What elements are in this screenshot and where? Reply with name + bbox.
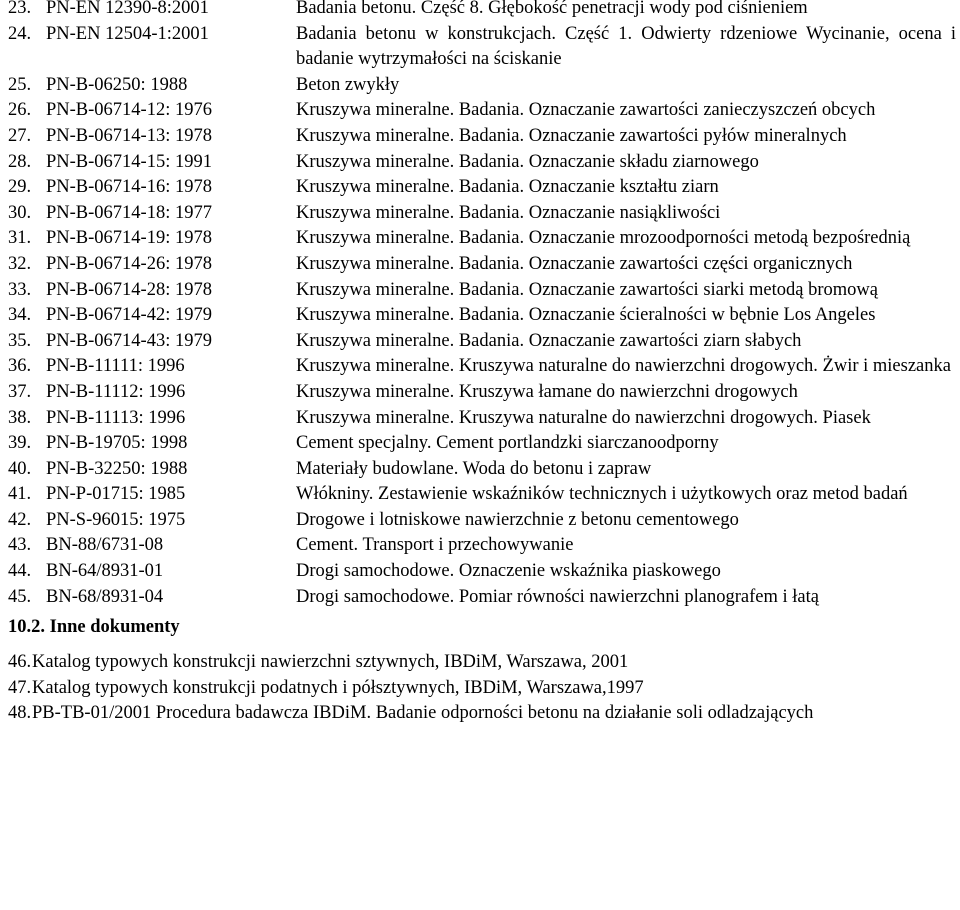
standard-row bbox=[8, 252, 956, 278]
document-text: PB-TB-01/2001 Procedura badawcza IBDiM. Badanie odporności betonu na działanie soli odladzających bbox=[32, 703, 814, 724]
standard-number: 32. bbox=[8, 253, 32, 274]
standard-number: 29. bbox=[8, 177, 32, 198]
standard-row bbox=[8, 431, 956, 457]
standard-row bbox=[8, 585, 956, 611]
standard-code: PN-EN 12390-8:2001 bbox=[46, 0, 209, 18]
standard-row bbox=[8, 22, 956, 73]
standard-title: Beton zwykły bbox=[296, 74, 400, 95]
standard-row bbox=[8, 303, 956, 329]
standard-number: 33. bbox=[8, 279, 32, 300]
standard-row bbox=[8, 354, 956, 380]
standard-row bbox=[8, 201, 956, 227]
standard-row bbox=[8, 533, 956, 559]
standard-code: BN-88/6731-08 bbox=[46, 535, 164, 556]
standard-code: PN-B-06250: 1988 bbox=[46, 74, 188, 95]
standard-title: Kruszywa mineralne. Kruszywa łamane do nawierzchni drogowych bbox=[296, 381, 798, 402]
document-number: 46. bbox=[8, 652, 32, 673]
standard-title: Kruszywa mineralne. Badania. Oznaczanie zawartości pyłów mineralnych bbox=[296, 125, 847, 146]
standards-list bbox=[8, 0, 956, 610]
standard-title: Kruszywa mineralne. Kruszywa naturalne do nawierzchni drogowych. Piasek bbox=[296, 407, 871, 428]
document-row bbox=[8, 650, 956, 676]
standard-number: 39. bbox=[8, 433, 32, 454]
document-row bbox=[8, 701, 956, 727]
standard-code: PN-B-06714-13: 1978 bbox=[46, 125, 212, 146]
standard-code: PN-EN 12504-1:2001 bbox=[46, 23, 209, 44]
standard-row bbox=[8, 150, 956, 176]
standard-number: 37. bbox=[8, 381, 32, 402]
standard-row bbox=[8, 508, 956, 534]
standard-code: PN-S-96015: 1975 bbox=[46, 509, 186, 530]
standard-code: PN-B-11113: 1996 bbox=[46, 407, 186, 428]
standard-title: Badania betonu w konstrukcjach. Część 1. Odwierty rdzeniowe Wycinanie, ocena i badanie wytrzymałości na ściskanie bbox=[296, 23, 956, 70]
standard-title: Kruszywa mineralne. Badania. Oznaczanie zawartości zanieczyszczeń obcych bbox=[296, 100, 876, 121]
standard-title: Drogowe i lotniskowe nawierzchnie z betonu cementowego bbox=[296, 509, 739, 530]
standard-number: 27. bbox=[8, 125, 32, 146]
standard-title: Cement. Transport i przechowywanie bbox=[296, 535, 574, 556]
standard-code: PN-B-32250: 1988 bbox=[46, 458, 188, 479]
other-documents-list bbox=[8, 650, 956, 727]
standard-code: BN-64/8931-01 bbox=[46, 561, 164, 582]
standard-title: Kruszywa mineralne. Badania. Oznaczanie zawartości części organicznych bbox=[296, 253, 853, 274]
standard-number: 24. bbox=[8, 23, 32, 44]
standard-number: 44. bbox=[8, 561, 32, 582]
standard-row bbox=[8, 380, 956, 406]
standard-number: 34. bbox=[8, 305, 32, 326]
standard-row bbox=[8, 73, 956, 99]
standard-row bbox=[8, 559, 956, 585]
standard-row bbox=[8, 457, 956, 483]
standard-number: 36. bbox=[8, 356, 32, 377]
standard-code: PN-B-06714-43: 1979 bbox=[46, 330, 212, 351]
standard-number: 30. bbox=[8, 202, 32, 223]
standard-row bbox=[8, 175, 956, 201]
standard-row bbox=[8, 278, 956, 304]
standard-row bbox=[8, 226, 956, 252]
standard-code: PN-B-06714-42: 1979 bbox=[46, 305, 212, 326]
standard-title: Włókniny. Zestawienie wskaźników technicznych i użytkowych oraz metod badań bbox=[296, 484, 908, 505]
standard-number: 31. bbox=[8, 228, 32, 249]
standard-row bbox=[8, 329, 956, 355]
standard-title: Kruszywa mineralne. Badania. Oznaczanie zawartości ziarn słabych bbox=[296, 330, 802, 351]
standard-title: Kruszywa mineralne. Badania. Oznaczanie nasiąkliwości bbox=[296, 202, 721, 223]
standard-code: PN-B-11111: 1996 bbox=[46, 356, 185, 377]
standard-number: 43. bbox=[8, 535, 32, 556]
standard-title: Kruszywa mineralne. Badania. Oznaczanie składu ziarnowego bbox=[296, 151, 759, 172]
document-page bbox=[8, 0, 956, 727]
standard-number: 28. bbox=[8, 151, 32, 172]
standard-row bbox=[8, 482, 956, 508]
section-heading: 10.2. Inne dokumenty bbox=[8, 617, 180, 638]
standard-title: Cement specjalny. Cement portlandzki siarczanoodporny bbox=[296, 433, 719, 454]
standard-number: 26. bbox=[8, 100, 32, 121]
standard-code: PN-B-06714-16: 1978 bbox=[46, 177, 212, 198]
standard-title: Drogi samochodowe. Pomiar równości nawierzchni planografem i łatą bbox=[296, 586, 819, 607]
standard-number: 23. bbox=[8, 0, 32, 18]
standard-row bbox=[8, 124, 956, 150]
standard-row bbox=[8, 98, 956, 124]
standard-code: PN-B-06714-28: 1978 bbox=[46, 279, 212, 300]
standard-code: BN-68/8931-04 bbox=[46, 586, 164, 607]
standard-number: 25. bbox=[8, 74, 32, 95]
document-number: 47. bbox=[8, 677, 32, 698]
standard-code: PN-B-06714-26: 1978 bbox=[46, 253, 212, 274]
standard-code: PN-B-06714-15: 1991 bbox=[46, 151, 212, 172]
standard-code: PN-B-06714-12: 1976 bbox=[46, 100, 212, 121]
standard-code: PN-B-19705: 1998 bbox=[46, 433, 188, 454]
standard-title: Materiały budowlane. Woda do betonu i zapraw bbox=[296, 458, 652, 479]
standard-row bbox=[8, 0, 956, 22]
document-row bbox=[8, 676, 956, 702]
standard-code: PN-B-06714-18: 1977 bbox=[46, 202, 212, 223]
standard-row bbox=[8, 406, 956, 432]
document-text: Katalog typowych konstrukcji podatnych i półsztywnych, IBDiM, Warszawa,1997 bbox=[32, 677, 644, 698]
standard-title: Kruszywa mineralne. Kruszywa naturalne do nawierzchni drogowych. Żwir i mieszanka bbox=[296, 356, 951, 377]
standard-code: PN-B-06714-19: 1978 bbox=[46, 228, 212, 249]
document-text: Katalog typowych konstrukcji nawierzchni sztywnych, IBDiM, Warszawa, 2001 bbox=[32, 652, 629, 673]
standard-number: 41. bbox=[8, 484, 32, 505]
standard-code: PN-P-01715: 1985 bbox=[46, 484, 186, 505]
document-number: 48. bbox=[8, 703, 32, 724]
standard-number: 45. bbox=[8, 586, 32, 607]
standard-title: Kruszywa mineralne. Badania. Oznaczanie mrozoodporności metodą bezpośrednią bbox=[296, 228, 911, 249]
standard-title: Badania betonu. Część 8. Głębokość penetracji wody pod ciśnieniem bbox=[296, 0, 808, 18]
standard-title: Kruszywa mineralne. Badania. Oznaczanie kształtu ziarn bbox=[296, 177, 719, 198]
standard-title: Kruszywa mineralne. Badania. Oznaczanie zawartości siarki metodą bromową bbox=[296, 279, 878, 300]
standard-number: 35. bbox=[8, 330, 32, 351]
standard-number: 40. bbox=[8, 458, 32, 479]
standard-title: Drogi samochodowe. Oznaczenie wskaźnika piaskowego bbox=[296, 561, 721, 582]
standard-number: 42. bbox=[8, 509, 32, 530]
standard-code: PN-B-11112: 1996 bbox=[46, 381, 186, 402]
standard-title: Kruszywa mineralne. Badania. Oznaczanie ścieralności w bębnie Los Angeles bbox=[296, 305, 876, 326]
standard-number: 38. bbox=[8, 407, 32, 428]
